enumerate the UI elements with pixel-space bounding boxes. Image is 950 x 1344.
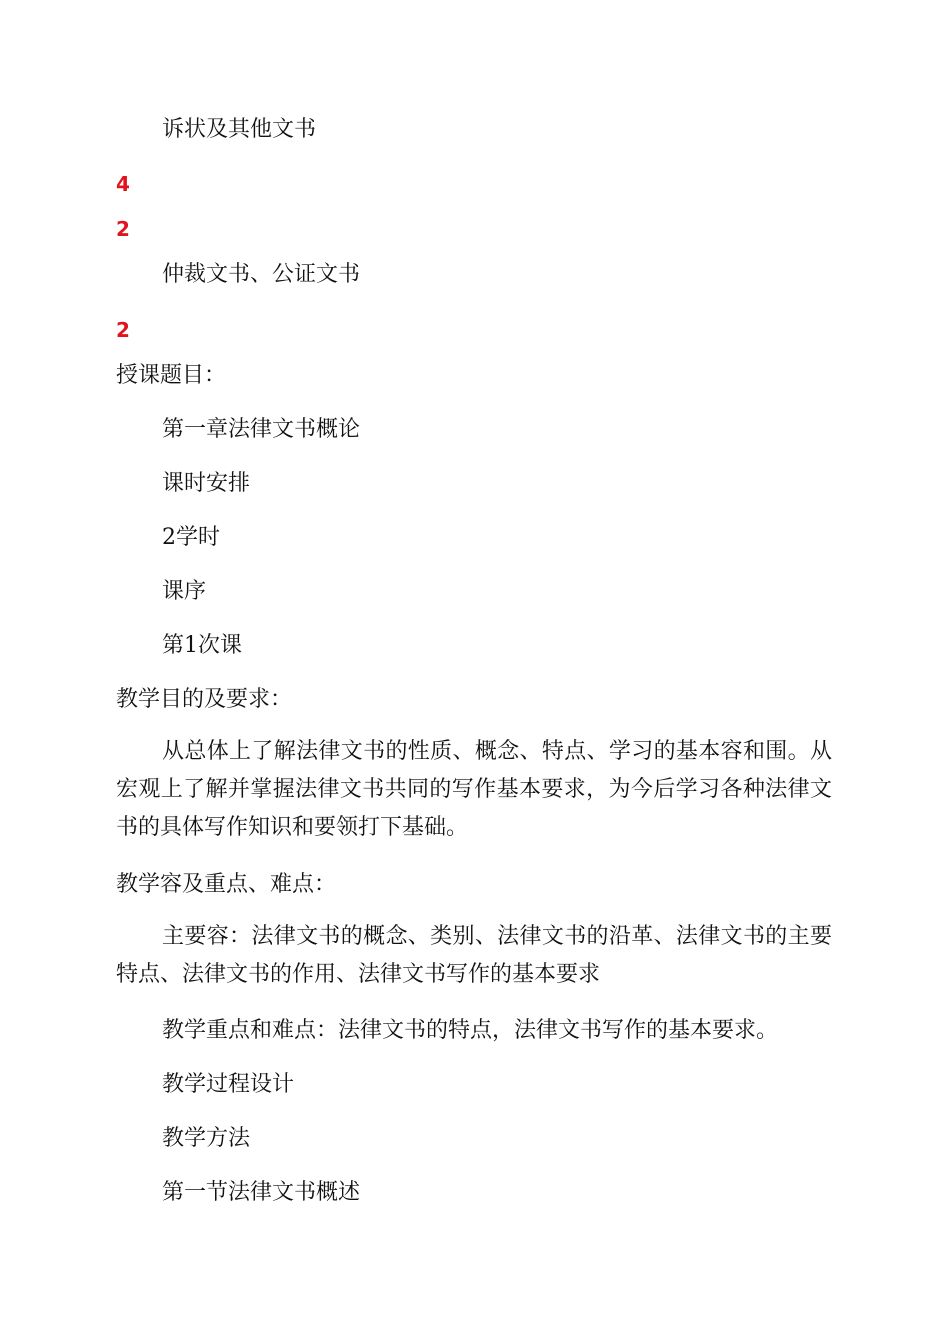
text-line-litigation-docs: 诉状及其他文书 [162, 117, 317, 142]
text-process-design: 教学过程设计 [162, 1072, 295, 1097]
label-class-hours: 课时安排 [162, 471, 251, 496]
number-red: 4 [116, 172, 130, 196]
text-class-order-value: 第1次课 [162, 633, 242, 658]
text-chapter-title: 第一章法律文书概论 [162, 417, 361, 442]
label-teaching-goals: 教学目的及要求： [116, 687, 293, 712]
label-content-and-key-points: 教学容及重点、难点： [116, 872, 337, 897]
text-class-hours-value: 2学时 [162, 525, 220, 550]
text-key-points: 教学重点和难点：法律文书的特点，法律文书写作的基本要求。 [162, 1018, 779, 1043]
label-lecture-topic: 授课题目： [116, 363, 227, 388]
label-class-order: 课序 [162, 579, 207, 604]
text-teaching-method: 教学方法 [162, 1126, 251, 1151]
text-line-arbitration-docs: 仲裁文书、公证文书 [162, 262, 361, 287]
number-red: 2 [116, 217, 130, 241]
paragraph-teaching-goals: 从总体上了解法律文书的性质、概念、特点、学习的基本容和围。从宏观上了解并掌握法律文书共同的写作基本要求，为今后学习各种法律文书的具体写作知识和要领打下基础。 [116, 739, 832, 840]
text-section-title: 第一节法律文书概述 [162, 1180, 361, 1205]
paragraph-main-content: 主要容：法律文书的概念、类别、法律文书的沿革、法律文书的主要特点、法律文书的作用、法律文书写作的基本要求 [116, 924, 832, 987]
number-red: 2 [116, 318, 130, 342]
